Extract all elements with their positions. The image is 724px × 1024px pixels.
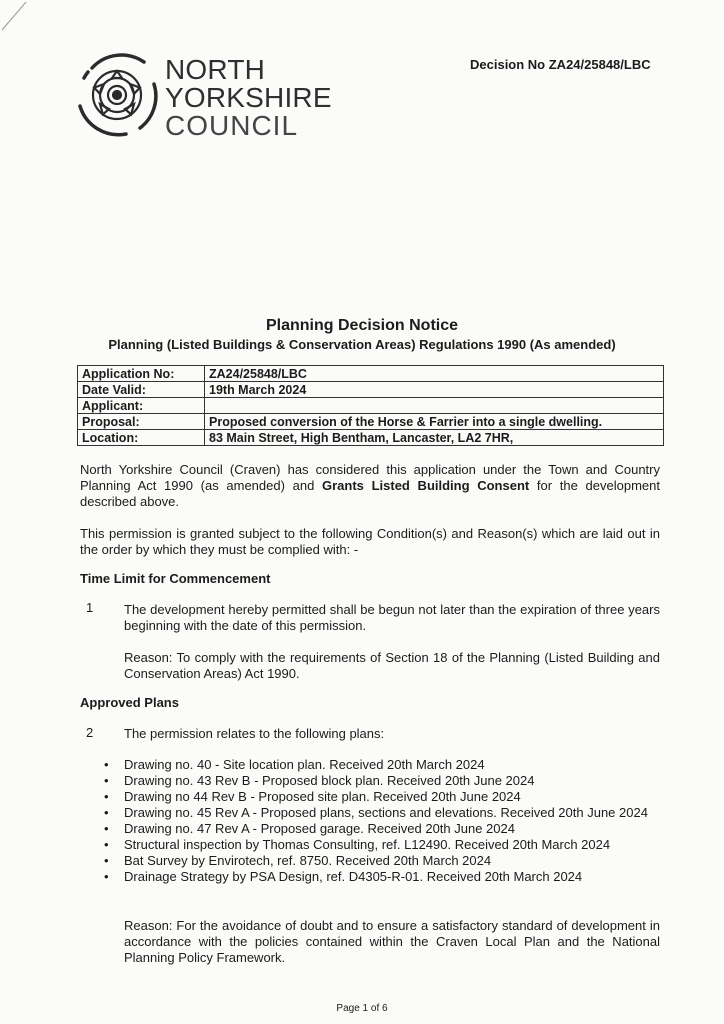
bullet-icon: • [104, 789, 109, 804]
logo-line-yorkshire: YORKSHIRE [165, 82, 332, 113]
row-value [205, 398, 664, 414]
logo-wordmark [165, 56, 332, 140]
plan-text: Drawing no. 45 Rev A - Proposed plans, sections and elevations. Received 20th June 2024 [124, 805, 648, 820]
table-row-applicant [78, 398, 664, 414]
plan-text: Drawing no. 47 Rev A - Proposed garage. Received 20th June 2024 [124, 821, 515, 836]
logo-line-north: NORTH [165, 54, 266, 85]
row-value: ZA24/25848/LBC [205, 366, 664, 382]
plan-text: Drainage Strategy by PSA Design, ref. D4305-R-01. Received 20th March 2024 [124, 869, 583, 884]
bullet-icon: • [104, 821, 109, 836]
corner-scratch-mark [0, 0, 40, 40]
row-label: Applicant: [78, 398, 205, 414]
intro-text-end: for the development described above. [80, 478, 660, 509]
approved-plans-list [104, 757, 660, 885]
row-label: Date Valid: [78, 382, 205, 398]
intro-paragraph [80, 462, 660, 510]
plan-text: Drawing no. 40 - Site location plan. Received 20th March 2024 [124, 757, 485, 772]
plan-text: Drawing no 44 Rev B - Proposed site plan. Received 20th June 2024 [124, 789, 521, 804]
list-item [104, 821, 660, 837]
condition-reason-2: Reason: For the avoidance of doubt and to ensure a satisfactory standard of development in accordance with the policies contained within the Craven Local Plan and the National Planning Policy Framework. [124, 918, 660, 965]
list-item [104, 789, 660, 805]
bullet-icon: • [104, 773, 109, 788]
condition-number-1: 1 [86, 600, 94, 615]
section-heading-approved-plans: Approved Plans [80, 695, 179, 710]
condition-text-2: The permission relates to the following plans: [124, 726, 385, 741]
decision-number: Decision No ZA24/25848/LBC [470, 57, 651, 72]
plan-text: Bat Survey by Envirotech, ref. 8750. Received 20th March 2024 [124, 853, 492, 868]
row-value: Proposed conversion of the Horse & Farrier into a single dwelling. [205, 414, 664, 430]
list-item [104, 773, 660, 789]
application-details-table [77, 365, 664, 446]
notice-subtitle: Planning (Listed Buildings & Conservation Areas) Regulations 1990 (As amended) [108, 337, 616, 352]
bullet-icon: • [104, 869, 109, 884]
list-item [104, 757, 660, 773]
page-number: Page 1 of 6 [336, 1003, 388, 1014]
council-logo [74, 48, 344, 144]
table-row-date-valid [78, 382, 664, 398]
grant-consent-text: Grants Listed Building Consent [322, 478, 530, 493]
condition-text-1: The development hereby permitted shall be begun not later than the expiration of three years beginning with the date of this permission. [124, 602, 660, 633]
notice-title: Planning Decision Notice [265, 317, 459, 334]
table-row-location [78, 430, 664, 446]
table-row-proposal [78, 414, 664, 430]
condition-number-2: 2 [86, 725, 94, 740]
bullet-icon: • [104, 853, 109, 868]
list-item [104, 837, 660, 853]
intro-text-start: North Yorkshire Council (Craven) has considered this application under the Town and Country Planning Act 1990 (as amended) and [80, 462, 660, 493]
section-heading-time-limit: Time Limit for Commencement [80, 571, 271, 586]
yorkshire-rose-emblem-icon [74, 48, 164, 140]
conditions-paragraph: This permission is granted subject to the following Condition(s) and Reason(s) which are laid out in the order by which they must be complied with: - [80, 526, 660, 557]
row-label: Application No: [78, 366, 205, 382]
condition-reason-1: Reason: To comply with the requirements of Section 18 of the Planning (Listed Building and Conservation Areas) Act 1990. [124, 650, 660, 681]
list-item [104, 805, 660, 821]
bullet-icon: • [104, 837, 109, 852]
plan-text: Structural inspection by Thomas Consulting, ref. L12490. Received 20th March 2024 [124, 837, 611, 852]
list-item [104, 853, 660, 869]
bullet-icon: • [104, 805, 109, 820]
logo-line-council: COUNCIL [165, 110, 299, 141]
bullet-icon: • [104, 757, 109, 772]
list-item [104, 869, 660, 885]
row-value: 19th March 2024 [205, 382, 664, 398]
row-label: Proposal: [78, 414, 205, 430]
plan-text: Drawing no. 43 Rev B - Proposed block plan. Received 20th June 2024 [124, 773, 535, 788]
table-row-application-no [78, 366, 664, 382]
row-value: 83 Main Street, High Bentham, Lancaster, LA2 7HR, [205, 430, 664, 446]
row-label: Location: [78, 430, 205, 446]
